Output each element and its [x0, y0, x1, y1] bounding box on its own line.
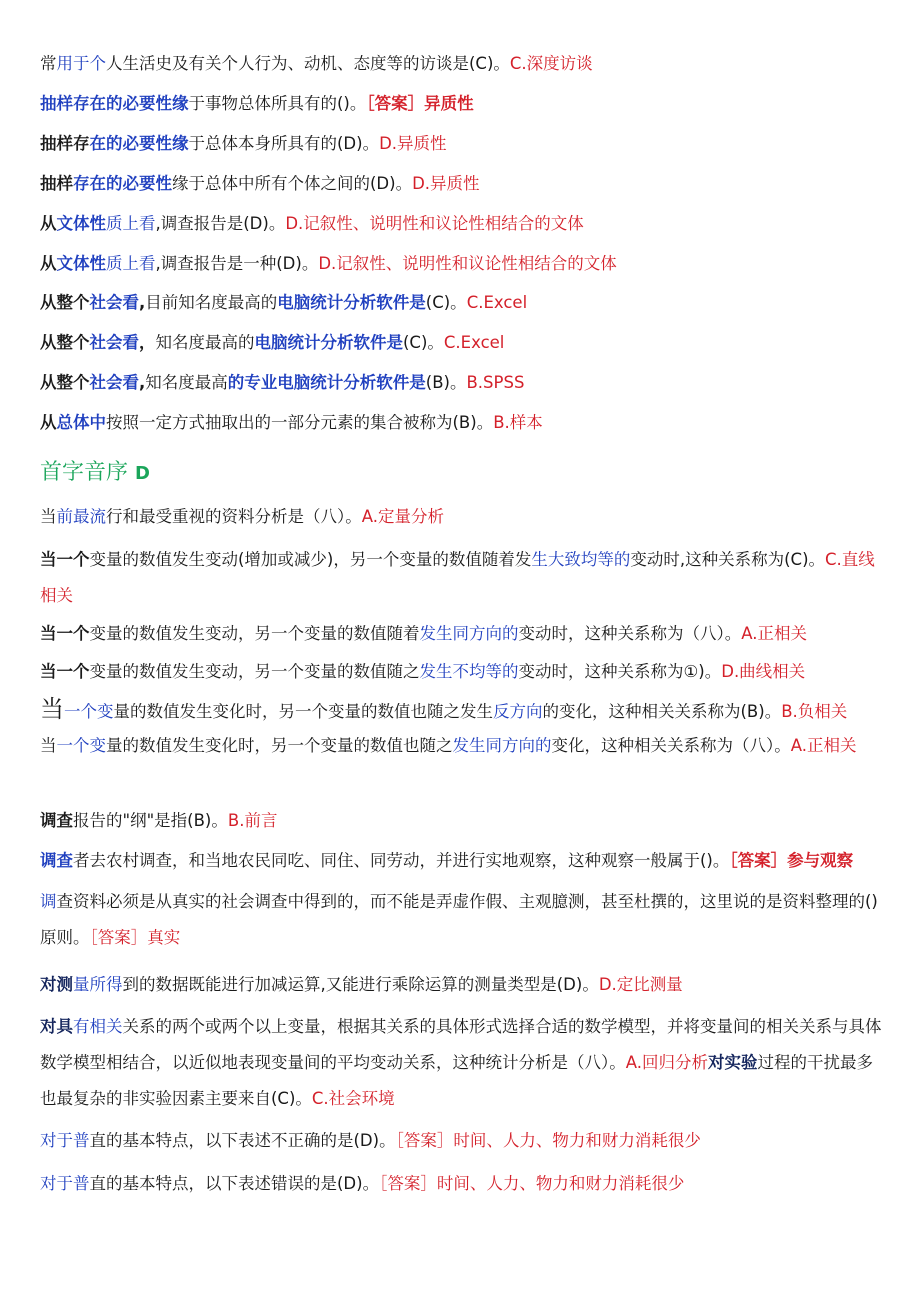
answer-text: ［答案］参与观察 — [729, 851, 854, 870]
question-text: 从整个 — [40, 373, 90, 392]
question-text: 知名度最高 — [145, 373, 228, 392]
question-text: 抽样 — [40, 174, 73, 193]
answer-text: ［答案］时间、人力、物力和财力消耗很少 — [379, 1174, 685, 1193]
question-text: 当一个 — [40, 662, 90, 681]
question-text: 对测 — [40, 975, 73, 994]
qa-line — [40, 884, 885, 956]
qa-line — [40, 52, 885, 76]
question-text: 从整个 — [40, 293, 90, 312]
qa-line — [40, 92, 885, 116]
question-text: 的变化，这种相关关系称为(B)。 — [542, 702, 782, 721]
qa-line — [40, 212, 885, 236]
qa-line — [40, 1129, 885, 1153]
qa-line — [40, 132, 885, 156]
question-text: 存在的必要性 — [73, 174, 172, 193]
question-text: 于事物总体所具有的()。 — [188, 94, 367, 113]
question-text: 变量的数值发生变动，另一个变量的数值随之 — [89, 662, 420, 681]
answer-text: D.异质性 — [379, 134, 447, 153]
question-text: 直的基本特点，以下表述错误的是(D)。 — [89, 1174, 380, 1193]
question-text: 对实验 — [708, 1053, 758, 1072]
qa-line — [40, 172, 885, 196]
question-text: 电脑统计分析软件是 — [254, 333, 403, 352]
answer-text: B.SPSS — [466, 373, 525, 392]
question-text: 调查 — [40, 811, 73, 830]
question-text: 当 — [40, 507, 57, 526]
answer-text: D.曲线相关 — [721, 662, 806, 681]
question-text: 质上看 — [106, 254, 156, 273]
question-text: 社会看 — [89, 293, 139, 312]
question-text: 缘于总体中所有个体之间的(D)。 — [172, 174, 413, 193]
question-text: 对于普 — [40, 1131, 90, 1150]
question-text: 用于个 — [56, 54, 106, 73]
answer-text: D.记叙性、说明性和议论性相结合的文体 — [285, 214, 584, 233]
question-text: 发生同方向的 — [452, 736, 552, 755]
question-text: 有相关 — [73, 1017, 123, 1036]
question-text: 人生活史及有关个人行为、动机、态度等的访谈是(C)。 — [106, 54, 510, 73]
answer-text: C.社会环境 — [311, 1089, 395, 1108]
question-text: 调查 — [40, 851, 73, 870]
question-text: 于总体本身所具有的(D)。 — [188, 134, 380, 153]
question-text: 一个变 — [64, 702, 114, 721]
question-text: ,调查报告是一种(D)。 — [155, 254, 319, 273]
qa-line — [40, 809, 885, 833]
question-text: 关系的两个或两个以上变量，根据其关系的具体形式选择合适的数学模型，并将变量间的相关关系与具体数学模型相结合，以近似地表现变量间的平均变动关系，这种统计分析是（八）。 — [40, 1017, 882, 1072]
answer-text: ［答案］时间、人力、物力和财力消耗很少 — [395, 1131, 701, 1150]
question-text: 前最流 — [56, 507, 106, 526]
question-text: 生大致均等的 — [531, 550, 631, 569]
question-text: 从 — [40, 214, 57, 233]
question-text: 目前知名度最高的 — [145, 293, 278, 312]
answer-text: A.定量分析 — [361, 507, 444, 526]
question-text: 在的必要性缘 — [89, 134, 189, 153]
question-text: , — [139, 293, 146, 312]
qa-line — [40, 331, 885, 355]
question-text: 从 — [40, 254, 57, 273]
question-text: 发生不均等的 — [419, 662, 519, 681]
answer-text: D.异质性 — [412, 174, 480, 193]
question-text: 变动时,这种关系称为(C)。 — [630, 550, 826, 569]
question-text: 变动时，这种关系称为①)。 — [518, 662, 722, 681]
answer-text: ［答案］真实 — [89, 928, 181, 947]
question-text: 报告的"纲"是指(B)。 — [73, 811, 228, 830]
question-text: 者去农村调查，和当地农民同吃、同住、同劳动，并进行实地观察，这种观察一般属于()。 — [73, 851, 730, 870]
question-text: 知名度最高的 — [155, 333, 255, 352]
question-text: ， — [139, 333, 156, 352]
section-heading — [40, 458, 150, 489]
question-text: 当一个 — [40, 550, 90, 569]
question-text: 的专业电脑统计分析软件是 — [227, 373, 426, 392]
qa-line — [40, 660, 885, 684]
question-text: 文体性 — [56, 214, 106, 233]
question-text: 过程的干扰最多也最复杂的非实验因素主要来自(C)。 — [40, 1053, 873, 1108]
question-text: 发生同方向的 — [419, 624, 519, 643]
question-text: 变量的数值发生变动，另一个变量的数值随着 — [89, 624, 420, 643]
question-text: 当 — [40, 736, 57, 755]
question-text: 变动时，这种关系称为（八）。 — [518, 624, 742, 643]
answer-text: B.负相关 — [781, 702, 848, 721]
question-text: ,调查报告是(D)。 — [155, 214, 286, 233]
answer-text: D.记叙性、说明性和议论性相结合的文体 — [318, 254, 617, 273]
question-text: (C)。 — [425, 293, 467, 312]
question-text: 电脑统计分析软件是 — [277, 293, 426, 312]
question-text: 变量的数值发生变动(增加或减少)，另一个变量的数值随着发 — [89, 550, 532, 569]
question-text: 按照一定方式抽取出的一部分元素的集合被称为(B)。 — [106, 413, 494, 432]
answer-text: B.前言 — [227, 811, 278, 830]
qa-line — [40, 411, 885, 435]
qa-line — [40, 849, 885, 873]
question-text: 社会看 — [89, 333, 139, 352]
answer-text: B.样本 — [493, 413, 543, 432]
qa-line — [40, 252, 885, 276]
question-text: 量的数值发生变化时，另一个变量的数值也随之发生 — [113, 702, 493, 721]
qa-line — [40, 728, 885, 764]
question-text: 质上看 — [106, 214, 156, 233]
section-heading-title: 首字音序 — [40, 460, 129, 485]
answer-text: A.正相关 — [741, 624, 807, 643]
question-text: 行和最受重视的资料分析是（八）。 — [106, 507, 362, 526]
qa-line — [40, 697, 885, 724]
answer-text: C.Excel — [443, 333, 505, 352]
question-text: 量所得 — [73, 975, 123, 994]
answer-text: C.直线相关 — [40, 550, 875, 605]
answer-text: C.深度访谈 — [509, 54, 593, 73]
qa-line — [40, 542, 885, 614]
question-text: , — [139, 373, 146, 392]
answer-text: C.Excel — [466, 293, 528, 312]
question-text: 文体性 — [56, 254, 106, 273]
question-text: 一个变 — [56, 736, 106, 755]
question-text: 反方向 — [493, 702, 543, 721]
answer-text: A.回归分析 — [625, 1053, 708, 1072]
question-text: 当一个 — [40, 624, 90, 643]
qa-line — [40, 371, 885, 395]
question-text: 总体中 — [56, 413, 106, 432]
question-text: (C)。 — [403, 333, 444, 352]
answer-text: D.定比测量 — [598, 975, 683, 994]
question-text: 当 — [40, 695, 64, 723]
section-heading-letter: D — [135, 463, 150, 484]
question-text: (B)。 — [425, 373, 467, 392]
question-text: 从整个 — [40, 333, 90, 352]
question-text: 社会看 — [89, 373, 139, 392]
qa-line — [40, 622, 885, 646]
question-text: 抽样存 — [40, 134, 90, 153]
question-text: 常 — [40, 54, 57, 73]
qa-line — [40, 505, 885, 529]
question-text: 抽样存在的必要性缘 — [40, 94, 189, 113]
answer-text: A.正相关 — [790, 736, 857, 755]
question-text: 对具 — [40, 1017, 73, 1036]
qa-line — [40, 1172, 885, 1196]
qa-line — [40, 291, 885, 315]
question-text: 直的基本特点，以下表述不正确的是(D)。 — [89, 1131, 396, 1150]
qa-line — [40, 1009, 885, 1117]
answer-text: ［答案］异质性 — [366, 94, 474, 113]
question-text: 从 — [40, 413, 57, 432]
question-text: 到的数据既能进行加减运算,又能进行乘除运算的测量类型是(D)。 — [122, 975, 599, 994]
qa-line — [40, 973, 885, 997]
question-text: 量的数值发生变化时，另一个变量的数值也随之 — [106, 736, 453, 755]
question-text: 调 — [40, 892, 57, 911]
question-text: 查资料必须是从真实的社会调查中得到的，而不能是弄虚作假、主观臆测，甚至杜撰的，这里说的是资料整理的()原则。 — [40, 892, 878, 947]
question-text: 变化，这种相关关系称为（八）。 — [551, 736, 791, 755]
question-text: 对于普 — [40, 1174, 90, 1193]
